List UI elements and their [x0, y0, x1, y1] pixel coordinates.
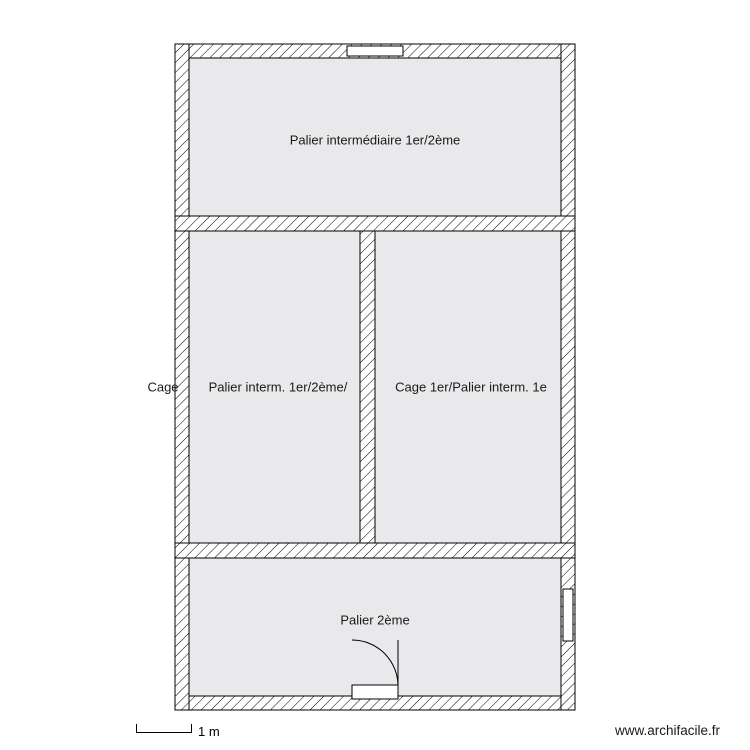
window-top: [347, 46, 403, 56]
wall-left: [175, 44, 189, 710]
wall-interior-upper: [175, 216, 575, 231]
room-label-lower-landing: Palier 2ème: [340, 612, 410, 628]
wall-interior-lower: [175, 543, 575, 558]
scale-label: 1 m: [198, 724, 220, 739]
room-label-right-room: Cage 1er/Palier interm. 1e: [395, 379, 547, 395]
room-label-left-stairwell: Cage: [147, 379, 179, 395]
window-right: [563, 589, 573, 641]
scale-bar: [136, 724, 192, 733]
room-label-upper-landing: Palier intermédiaire 1er/2ème: [289, 132, 461, 148]
wall-interior-vertical: [360, 231, 375, 543]
site-url: www.archifacile.fr: [614, 723, 720, 738]
scale-bar-group: [136, 722, 220, 739]
room-label-left-room: Palier interm. 1er/2ème/: [208, 379, 348, 395]
door-bottom-opening: [352, 685, 398, 699]
